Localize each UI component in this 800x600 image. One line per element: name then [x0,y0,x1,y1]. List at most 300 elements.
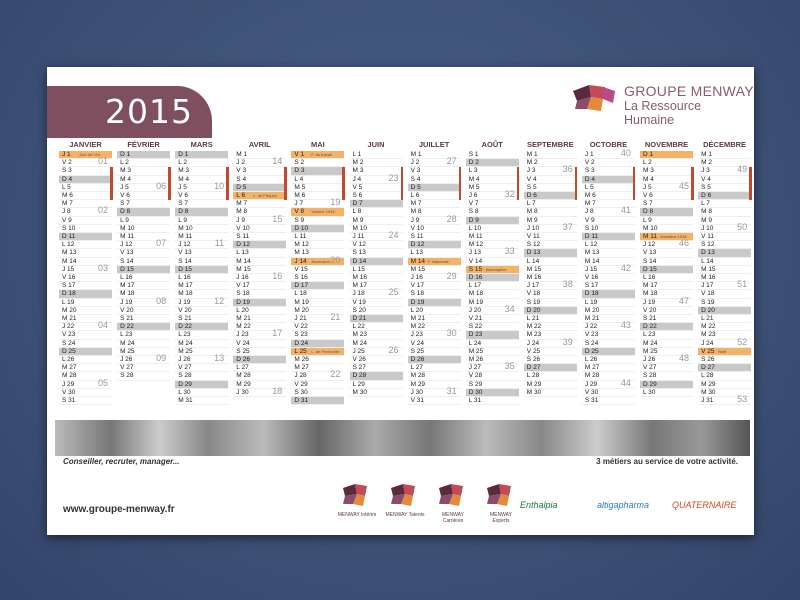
month-name: SEPTEMBRE [526,140,574,149]
holiday-label: F. Nationale [427,258,449,264]
day-label: J 12 [178,241,191,249]
week-number: 33 [504,246,515,257]
day-label: S 24 [62,339,76,347]
day-label: S 24 [584,339,599,347]
day-label: J 6 [468,192,478,199]
day-label: M 2 [526,159,538,167]
day-label: M 21 [62,315,77,322]
day-row [117,217,170,225]
day-row [59,184,112,192]
day-label: M 5 [468,183,480,191]
day-label: M 15 [410,265,426,273]
day-row [291,184,344,192]
day-row [117,331,170,339]
day-row [408,290,461,298]
week-number: 29 [446,271,457,281]
day-label: D 5 [236,183,247,191]
day-label: L 14 [701,257,714,265]
day-label: M 17 [120,282,135,290]
day-row [233,200,286,208]
day-row [59,282,112,290]
day-row [59,241,112,249]
day-row [582,282,635,290]
month-name: AOÛT [481,140,503,149]
day-row [175,340,228,348]
day-row [350,364,403,372]
day-label: M 22 [701,323,716,331]
day-label: J 8 [62,208,71,216]
day-row [350,344,403,356]
day-label: M 3 [352,167,364,175]
subsidiary-name: MENWAY Intérim [337,512,377,518]
day-label: D 1 [178,151,189,158]
day-label: V 19 [352,298,366,306]
day-label: S 5 [526,183,537,191]
day-row [59,320,112,331]
day-label: D 12 [236,241,251,249]
day-label: V 16 [62,274,76,281]
day-row [640,364,693,372]
day-row [524,279,577,290]
day-row [582,262,635,274]
month-name: MARS [190,140,213,149]
day-label: M 10 [178,224,193,232]
week-number: 34 [504,303,515,314]
day-row [698,208,751,216]
day-label: J 4 [352,175,362,183]
day-row [350,208,403,216]
day-label: J 12 [643,241,656,249]
day-label: S 7 [178,200,188,208]
day-label: J 30 [236,388,249,396]
week-number: 43 [620,320,631,331]
day-label: S 4 [410,175,421,183]
day-row [117,372,170,380]
day-label: M 25 [468,347,484,355]
day-row [233,299,286,307]
day-row [175,353,228,364]
day-label: D 29 [643,380,657,388]
day-row [350,200,403,208]
day-row [466,340,519,348]
day-row [640,208,693,216]
day-label: S 14 [643,257,657,265]
day-row [117,180,170,192]
week-number: 24 [388,230,399,240]
day-label: M 22 [526,323,542,331]
day-row [59,389,112,397]
day-row [233,328,286,339]
day-label: M 8 [701,208,712,216]
day-row [117,192,170,200]
month-column [348,138,405,409]
subsidiary-logo [433,480,473,524]
day-label: J 3 [526,167,536,175]
day-label: L 19 [62,298,75,306]
day-row [582,167,635,175]
day-label: M 12 [468,241,484,249]
day-row [524,266,577,274]
day-label: S 20 [352,306,366,314]
day-row [582,307,635,315]
day-row [175,238,228,249]
day-label: J 17 [701,282,714,290]
day-label: L 10 [468,224,482,232]
day-row [408,184,461,192]
day-label: D 14 [352,257,367,265]
day-label: M 24 [643,339,658,347]
day-row [582,176,635,184]
day-row [233,192,286,200]
month-name: OCTOBRE [589,140,628,149]
holiday-period-bar [168,167,171,200]
day-row [350,315,403,323]
day-row [524,233,577,241]
day-row [582,241,635,249]
calendar-grid [57,138,754,409]
day-row [350,307,403,315]
day-row [582,233,635,241]
day-label: M 6 [294,192,306,199]
day-label: M 14 [410,257,426,265]
day-label: M 4 [468,175,480,183]
day-row [117,167,170,175]
day-label: J 26 [178,356,191,363]
day-label: J 27 [468,364,481,372]
day-label: J 5 [643,183,652,191]
day-row [698,233,751,241]
day-label: M 20 [584,306,600,314]
day-row [59,397,112,405]
week-number: 03 [97,262,108,273]
day-label: J 22 [62,323,75,331]
day-row [524,151,577,159]
day-label: D 1 [643,151,654,158]
day-label: V 18 [701,290,715,298]
day-row [117,238,170,249]
menway-small-icon [385,480,425,510]
day-label: D 8 [178,208,189,216]
day-label: L 23 [643,331,656,339]
day-label: D 25 [62,347,76,355]
day-label: M 30 [352,388,367,396]
day-row [640,282,693,290]
day-row [524,315,577,323]
month-name: JUIN [367,140,385,149]
menway-small-icon [337,480,377,510]
day-label: M 27 [294,364,309,372]
day-row [698,279,751,290]
day-row [350,274,403,282]
day-label: L 2 [120,159,129,167]
day-row [408,156,461,167]
week-number: 35 [504,361,515,372]
day-row [640,249,693,257]
week-number: 27 [446,156,457,167]
day-row [59,167,112,175]
day-row [640,295,693,307]
day-label: J 23 [410,331,423,339]
day-label: D 30 [468,388,483,396]
day-label: V 28 [468,372,483,380]
day-label: J 25 [352,347,365,355]
day-label: D 29 [178,380,192,388]
day-row [233,307,286,315]
day-row [640,307,693,315]
week-number: 20 [330,254,341,265]
year-title: 2015 [105,92,193,131]
day-label: J 9 [410,216,420,224]
day-row [582,299,635,307]
day-label: M 8 [410,208,422,216]
day-row [350,299,403,307]
day-label: D 22 [178,323,192,331]
week-number: 28 [446,213,457,224]
day-label: S 10 [584,224,599,232]
day-row [408,167,461,175]
day-row [408,299,461,307]
day-label: S 31 [62,397,76,404]
day-label: L 15 [352,265,365,273]
day-label: L 22 [352,323,365,331]
day-label: S 29 [468,380,483,388]
groupe-menway-logo [569,81,754,127]
day-row [408,385,461,397]
day-row [350,287,403,298]
month-name: AVRIL [248,140,271,149]
week-number: 22 [330,369,341,380]
day-label: M 29 [236,380,251,388]
day-label: M 6 [584,192,596,199]
day-row [640,381,693,389]
day-row [59,249,112,257]
day-label: M 1 [410,151,422,158]
week-number: 30 [446,328,457,339]
day-label: L 25 [294,347,307,355]
day-label: V 30 [584,388,599,396]
day-label: S 26 [526,356,541,363]
day-label: D 11 [62,233,76,240]
day-row [524,184,577,192]
week-number: 23 [388,172,399,183]
month-column [57,138,114,409]
day-label: D 27 [701,364,715,372]
day-label: J 17 [526,282,540,290]
day-row [291,356,344,364]
day-label: J 24 [526,339,540,347]
holiday-label: Victoire 1945 [311,209,335,215]
day-label: V 27 [120,364,134,372]
day-row [640,353,693,364]
day-label: M 13 [62,249,77,257]
day-row [59,225,112,233]
day-label: M 11 [178,233,193,240]
day-label: M 17 [643,282,658,290]
day-row [59,274,112,282]
day-label: J 29 [584,380,598,388]
day-label: M 30 [701,388,716,396]
day-row [640,192,693,200]
day-label: D 7 [352,200,363,208]
day-label: V 14 [468,257,483,265]
day-label: V 13 [178,249,192,257]
day-label: J 11 [352,233,365,240]
day-row [408,282,461,290]
day-row [350,389,403,397]
day-label: D 1 [120,151,131,158]
day-row [698,151,751,159]
day-label: S 18 [236,290,250,298]
day-row [59,217,112,225]
day-row [291,225,344,233]
day-label: L 7 [526,200,536,208]
day-label: L 5 [62,183,71,191]
day-label: M 7 [584,200,596,208]
day-row [291,331,344,339]
day-label: V 10 [236,224,250,232]
day-row [175,249,228,257]
week-number: 45 [678,180,689,191]
faces-banner [55,420,750,456]
day-row [466,282,519,290]
day-label: M 6 [62,192,73,199]
week-number: 10 [214,180,225,191]
day-label: D 13 [526,249,541,257]
day-row [350,266,403,274]
day-label: M 15 [236,265,251,273]
day-row [408,258,461,266]
day-label: D 3 [294,167,305,175]
holiday-period-bar [459,167,462,200]
day-row [640,372,693,380]
day-label: M 16 [701,274,716,281]
week-number: 26 [388,344,399,355]
day-row [117,208,170,216]
day-label: S 11 [410,233,424,240]
day-label: D 11 [584,233,599,240]
day-label: J 16 [410,274,423,281]
website-url[interactable]: www.groupe-menway.fr [63,504,175,515]
day-label: J 5 [120,183,129,191]
day-label: L 9 [643,216,652,224]
day-label: D 18 [62,290,76,298]
day-row [640,159,693,167]
day-label: L 31 [468,397,482,404]
day-label: L 2 [643,159,652,167]
week-number: 19 [330,197,341,208]
holiday-label: L. de Pentecôte [311,348,340,354]
day-label: L 16 [178,274,191,281]
day-row [408,233,461,241]
day-label: V 20 [643,306,657,314]
day-row [233,315,286,323]
week-number: 12 [214,295,225,306]
day-row [117,307,170,315]
day-label: L 16 [643,274,656,281]
day-label: D 4 [584,175,596,183]
day-label: D 16 [468,274,483,281]
day-label: S 21 [643,315,657,322]
week-number: 36 [562,164,573,175]
day-label: M 9 [701,216,712,224]
day-row [233,233,286,241]
day-label: V 24 [410,339,424,347]
day-label: S 16 [294,274,308,281]
week-number: 18 [272,385,283,396]
day-row [175,151,228,159]
day-label: M 16 [526,274,542,281]
day-label: M 23 [526,331,542,339]
day-label: L 2 [178,159,187,167]
day-row [233,340,286,348]
day-label: L 24 [468,339,482,347]
day-row [640,389,693,397]
day-row [175,266,228,274]
day-label: S 25 [410,347,424,355]
day-label: V 18 [526,290,541,298]
day-label: M 4 [120,175,131,183]
day-row [408,200,461,208]
week-number: 48 [678,353,689,363]
day-label: S 30 [294,388,308,396]
day-row [698,381,751,389]
day-row [582,192,635,200]
day-label: D 15 [643,265,657,273]
tagline-right: 3 métiers au service de votre activité. [596,457,738,466]
day-row [175,225,228,233]
day-row [117,364,170,372]
holiday-period-bar [517,167,520,200]
day-row [582,340,635,348]
tagline-left: Conseiller, recruter, manager... [63,457,180,466]
holiday-label: Armistice 1918 [660,234,687,239]
week-number: 41 [620,205,631,216]
day-label: M 20 [294,306,309,314]
day-label: D 19 [236,298,251,306]
day-row [524,389,577,397]
day-row [59,307,112,315]
day-label: L 20 [410,306,424,314]
day-label: V 9 [584,216,595,224]
week-number: 17 [272,328,283,339]
day-row [175,364,228,372]
day-row [582,290,635,298]
subsidiary-logo [337,480,377,520]
day-row [291,197,344,208]
day-label: L 28 [701,372,714,380]
day-label: D 23 [468,331,483,339]
day-label: M 11 [120,233,135,240]
day-label: M 17 [352,282,367,290]
day-row [640,200,693,208]
day-row [466,176,519,184]
month-name: NOVEMBRE [644,140,689,149]
day-label: M 7 [410,200,422,208]
week-number: 09 [156,353,167,363]
day-label: D 2 [468,159,479,167]
week-number: 11 [214,238,225,249]
day-row [408,249,461,257]
day-row [582,184,635,192]
holiday-period-bar [633,167,636,200]
day-label: J 19 [178,298,191,306]
month-column [696,138,753,409]
day-label: M 7 [236,200,248,208]
day-row [117,282,170,290]
day-label: V 6 [178,192,188,199]
day-label: J 8 [584,208,594,216]
day-row [582,320,635,331]
